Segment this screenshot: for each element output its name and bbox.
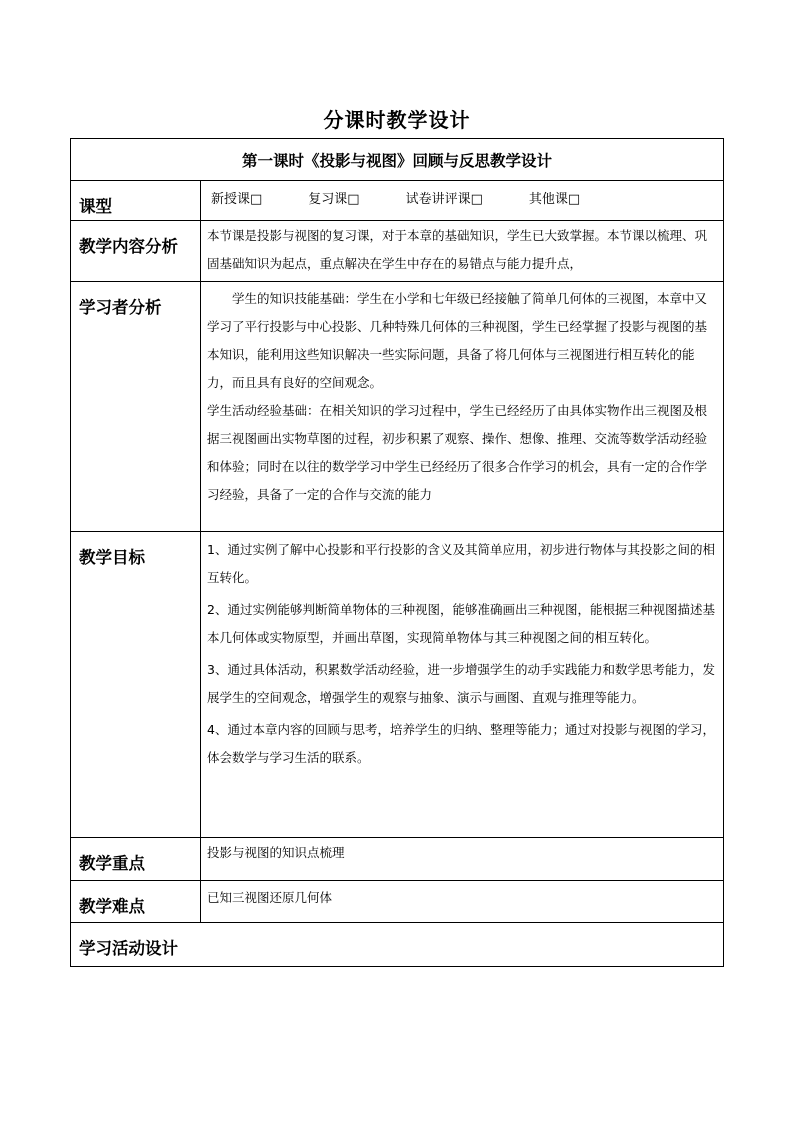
learner-analysis-label-cell (71, 282, 201, 532)
learner-analysis-para-1: 学生的知识技能基础：学生在小学和七年级已经接触了简单几何体的三视图，本章中又学习了平行投影与中心投影、几种特殊几何体的三种视图，学生已经掌握了投影与视图的基本知识，能利用这些知识解决一些实际问题，具备了将几何体与三视图进行相互转化的能力，而且具有良好的空间观念。 (207, 291, 708, 390)
type-option-review: 复习课□ (308, 192, 360, 207)
objective-item: 3、通过具体活动，积累数学活动经验，进一步增强学生的动手实践能力和数学思考能力，发展学生的空间观念，增强学生的观察与抽象、演示与画图、直观与推理等能力。 (207, 662, 715, 705)
objective-item: 1、通过实例了解中心投影和平行投影的含义及其简单应用，初步进行物体与其投影之间的相互转化。 (207, 542, 715, 585)
type-option-exam-review: 试卷讲评课□ (405, 192, 483, 207)
content-analysis-label: 教学内容分析 (79, 237, 178, 256)
content-analysis-text: 本节课是投影与视图的复习课，对于本章的基础知识，学生已大致掌握。本节课以梳理、巩固基础知识为起点，重点解决在学生中存在的易错点与能力提升点， (207, 228, 708, 271)
learner-analysis-cell (201, 282, 724, 532)
page-title: 分课时教学设计 (323, 108, 471, 132)
difficulties-row (71, 881, 724, 923)
objectives-label: 教学目标 (79, 548, 145, 567)
objective-item: 4、通过本章内容的回顾与思考，培养学生的归纳、整理等能力；通过对投影与视图的学习，体会数学与学习生活的联系。 (207, 722, 715, 765)
objectives-row (71, 532, 724, 838)
type-options-cell (201, 181, 724, 221)
objectives-cell (201, 532, 724, 838)
key-points-text: 投影与视图的知识点梳理 (207, 845, 345, 860)
type-options (201, 181, 723, 207)
type-label: 课型 (79, 197, 112, 216)
lesson-title-row (71, 139, 724, 181)
type-row (71, 181, 724, 221)
content-analysis-row (71, 221, 724, 282)
content-analysis-label-cell (71, 221, 201, 282)
difficulties-label: 教学难点 (79, 897, 145, 916)
key-points-cell (201, 838, 724, 881)
lesson-title-cell (71, 139, 724, 181)
activity-design-row (71, 923, 724, 967)
difficulties-text: 已知三视图还原几何体 (207, 890, 333, 905)
content-analysis-cell (201, 221, 724, 282)
objectives-label-cell (71, 532, 201, 838)
type-option-other: 其他课□ (528, 192, 581, 207)
key-points-label: 教学重点 (79, 854, 145, 873)
key-points-label-cell (71, 838, 201, 881)
difficulties-cell (201, 881, 724, 923)
lesson-title: 第一课时《投影与视图》回顾与反思教学设计 (242, 151, 553, 170)
lesson-plan-table (70, 138, 724, 967)
key-points-row (71, 838, 724, 881)
activity-design-cell (71, 923, 724, 967)
learner-analysis-row (71, 282, 724, 532)
learner-analysis-label: 学习者分析 (79, 298, 162, 317)
learner-analysis-para-2: 学生活动经验基础：在相关知识的学习过程中，学生已经经历了由具体实物作出三视图及根据三视图画出实物草图的过程，初步积累了观察、操作、想像、推理、交流等数学活动经验和体验；同时在以往的数学学习中学生已经经历了很多合作学习的机会，具有一定的合作学习经验，具备了一定的合作与交流的能力 (207, 403, 708, 502)
activity-design-label: 学习活动设计 (79, 939, 178, 958)
type-option-new: 新授课□ (211, 192, 263, 207)
type-label-cell (71, 181, 201, 221)
difficulties-label-cell (71, 881, 201, 923)
objective-item: 2、通过实例能够判断简单物体的三种视图，能够准确画出三种视图，能根据三种视图描述基本几何体或实物原型，并画出草图，实现简单物体与其三种视图之间的相互转化。 (207, 602, 715, 645)
